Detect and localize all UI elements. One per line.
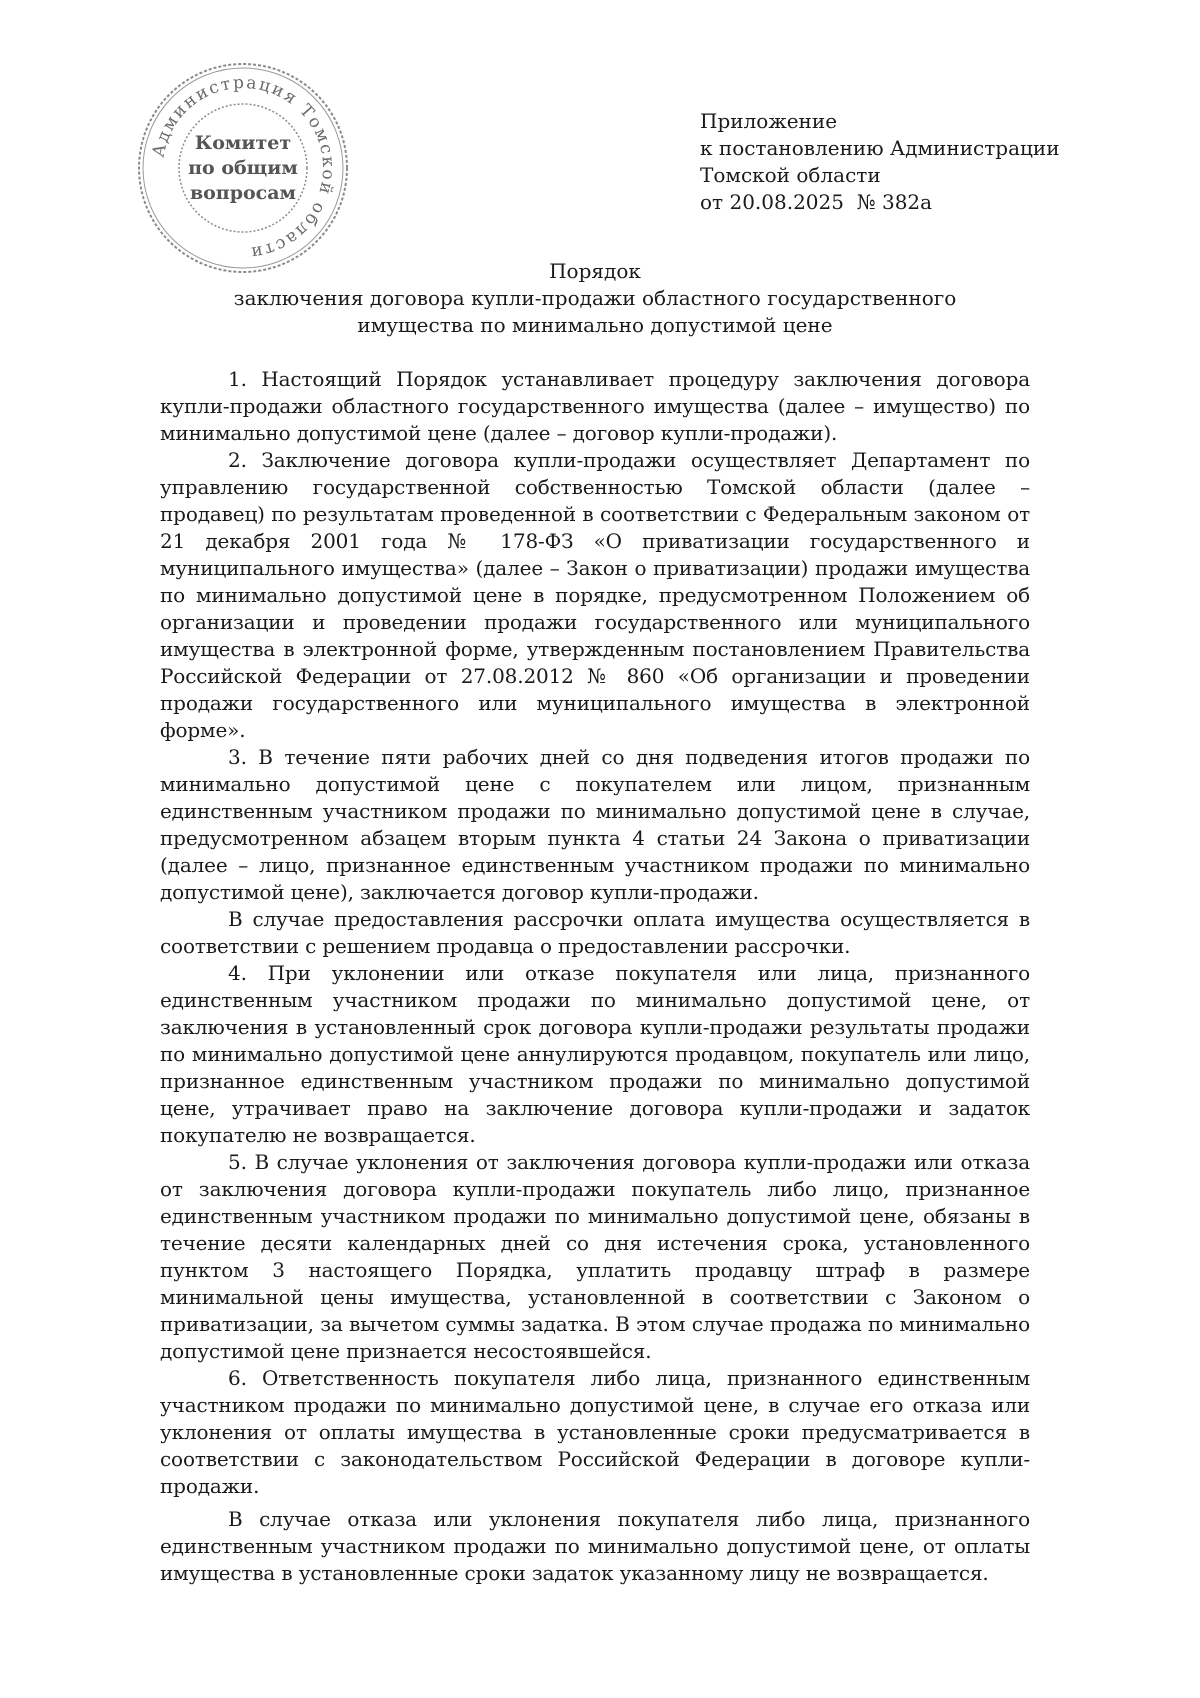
paragraph-3-installment: В случае предоставления рассрочки оплата имущества осуществляется в соответствии с решением продавца о предоставлении рассрочки. [160, 907, 1030, 958]
document-title [160, 258, 1030, 339]
appendix-date-number: от 20.08.2025 № 382а [700, 190, 933, 214]
stamp-center-text [133, 58, 353, 278]
paragraph-6: 6. Ответственность покупателя либо лица, признанного единственным участником продажи по минимально допустимой цене, в случае его отказа или уклонения от оплаты имущества в установленные сроки предусматривается в соответствии с законодательством Российской Федерации в договоре купли-продажи. [160, 1366, 1030, 1498]
paragraph-4: 4. При уклонении или отказе покупателя или лица, признанного единственным участником продажи по минимально допустимой цене, от заключения в установленный срок договора купли-продажи результаты продажи по минимально допустимой цене аннулируются продавцом, покупатель или лицо, признанное единственным участником продажи по минимально допустимой цене, утрачивает право на заключение договора купли-продажи и задаток покупателю не возвращается. [160, 961, 1030, 1147]
paragraph-5: 5. В случае уклонения от заключения договора купли-продажи или отказа от заключения договора купли-продажи покупатель либо лицо, признанное единственным участником продажи по минимально допустимой цене, обязаны в течение десяти календарных дней со дня истечения срока, установленного пунктом 3 настоящего Порядка, уплатить продавцу штраф в размере минимальной цены имущества, установленной в соответствии с Законом о приватизации, за вычетом суммы задатка. В этом случае продажа по минимально допустимой цене признается несостоявшейся. [160, 1150, 1030, 1363]
document-body [160, 366, 1030, 1587]
title-line: заключения договора купли-продажи областного государственного [233, 286, 957, 310]
title-line: Порядок [549, 259, 641, 283]
official-stamp [133, 58, 353, 278]
stamp-line: по общим [188, 156, 298, 179]
appendix-line: Приложение [700, 109, 838, 133]
appendix-line: Томской области [700, 163, 881, 187]
paragraph-6-deposit: В случае отказа или уклонения покупателя либо лица, признанного единственным участником продажи по минимально допустимой цене, от оплаты имущества в установленные сроки задаток указанному лицу не возвращается. [160, 1507, 1030, 1585]
paragraph-2: 2. Заключение договора купли-продажи осуществляет Департамент по управлению государственной собственностью Томской области (далее – продавец) по результатам проведенной в соответствии с Федеральным законом от 21 декабря 2001 года № 178-ФЗ «О приватизации государственного и муниципального имущества» (далее – Закон о приватизации) продажи имущества по минимально допустимой цене в порядке, предусмотренном Положением об организации и проведении продажи государственного или муниципального имущества в электронной форме, утвержденным постановлением Правительства Российской Федерации от 27.08.2012 № 860 «Об организации и проведении продажи государственного или муниципального имущества в электронной форме». [160, 448, 1030, 742]
appendix-header [700, 108, 1060, 216]
svg-text:Администрация Томской области: Администрация Томской области [148, 72, 339, 263]
title-line: имущества по минимально допустимой цене [357, 313, 833, 337]
paragraph-3: 3. В течение пяти рабочих дней со дня подведения итогов продажи по минимально допустимой цене с покупателем или лицом, признанным единственным участником продажи по минимально допустимой цене в случае, предусмотренном абзацем вторым пункта 4 статьи 24 Закона о приватизации (далее – лицо, признанное единственным участником продажи по минимально допустимой цене), заключается договор купли-продажи. [160, 745, 1030, 904]
paragraph-1: 1. Настоящий Порядок устанавливает процедуру заключения договора купли-продажи областного государственного имущества (далее – имущество) по минимально допустимой цене (далее – договор купли-продажи). [160, 367, 1030, 445]
stamp-line: вопросам [189, 181, 297, 204]
stamp-line: Комитет [194, 131, 292, 154]
appendix-line: к постановлению Администрации [700, 136, 1060, 160]
